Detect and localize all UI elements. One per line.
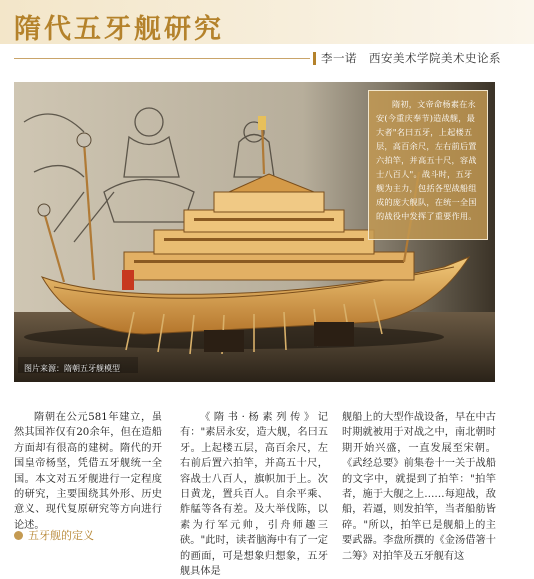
continuation-paragraph: 舰船上的大型作战设备，早在中古时期就被用于对战之中，南北朝时期开始兴盛，一直发展至宋朝。《武经总要》前集卷十一关于战船的文字中，就提到了拍竿："拍竿者，施于大舰之上……每迎战，敌船，若逼，则发拍竿，当者船舫皆碎。"所以，拍竿已是舰船上的主要武器。李盘所撰的《金汤借箸十二筹》对拍竿及五牙舰有这 (342, 412, 496, 562)
body-column-1 (14, 410, 162, 533)
author-affiliation: 西安美术学院美术史论系 (369, 51, 501, 65)
figure-caption: 隋初，文帝命杨素在永安(今重庆奉节)造战舰，最大者"名曰五牙，上起楼五层，高百余尺，左右前后置六拍竿，并高五十尺，容战士八百人"。战斗时，五牙舰为主力，包括各型战船组成的庞大舰队，在统一全国的战役中发挥了重要作用。 (368, 90, 488, 240)
byline-rule (14, 58, 310, 59)
section-bullet-icon (14, 531, 23, 540)
body-column-3 (342, 410, 496, 564)
body-column-2 (180, 410, 328, 579)
quote-paragraph: 《隋书·杨素列传》记有："素居永安，造大舰，名曰五牙。上起楼五层，高百余尺，左右前后置六拍竿，并高五十尺，容战士八百人，旗帜加于上。次日黄龙，置兵百人。自余平乘、舴艋等各有差。及大举伐陈，以素为行军元帅，引舟师趣三硖。"此时，读者脑海中有了一定的画面，可是想象归想象，五牙舰具体是 (180, 412, 328, 578)
author-name: 李一诺 (321, 51, 357, 65)
byline-marker (313, 52, 316, 65)
byline (321, 50, 501, 66)
article-title: 隋代五牙舰研究 (14, 14, 224, 45)
section-heading-text: 五牙舰的定义 (28, 529, 94, 542)
intro-paragraph: 隋朝在公元581年建立，虽然其国祚仅有20余年，但在造船方面却有很高的建树。隋代的开国皇帝杨坚，凭借五牙舰统一全国。本文对五牙舰进行一定程度的研究，主要围绕其外形、历史意义、现代复原研究等方向进行论述。 (14, 412, 162, 531)
photo-credit: 图片来源：隋朝五牙舰模型 (24, 364, 120, 373)
section-heading (14, 527, 94, 543)
